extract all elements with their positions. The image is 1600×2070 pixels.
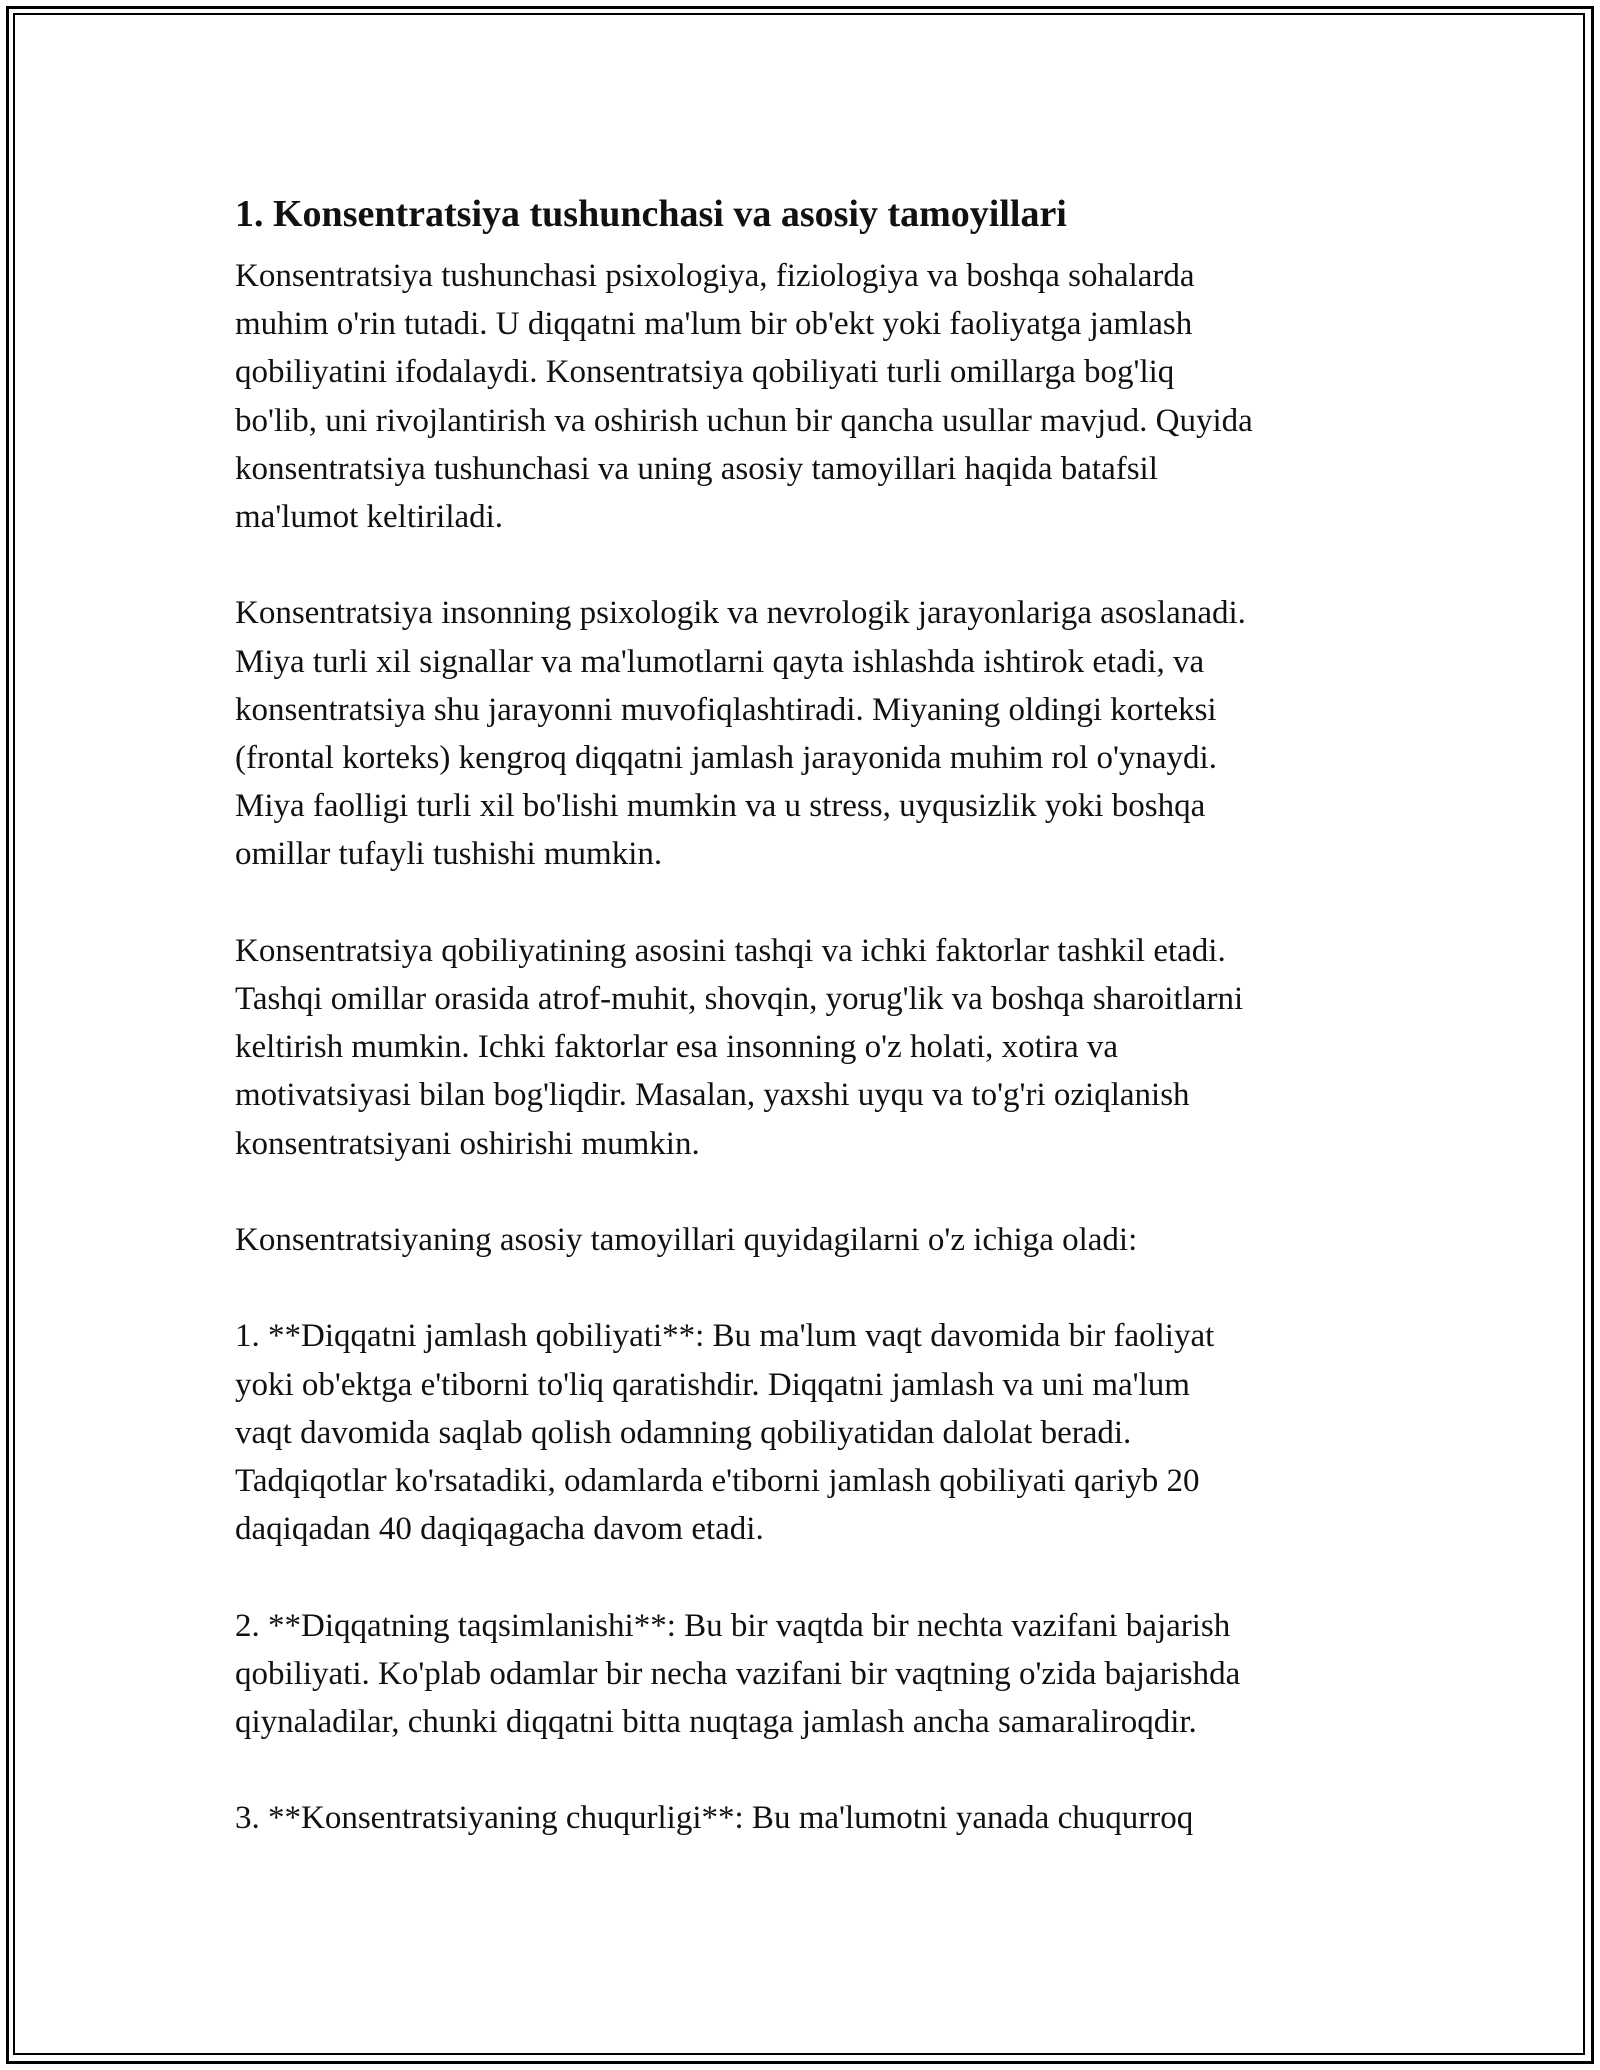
text-line: 1. **Diqqatni jamlash qobiliyati**: Bu ma'lum vaqt davomida bir faoliyat (235, 1318, 1215, 1355)
text-line: Tadqiqotlar ko'rsatadiki, odamlarda e'tiborni jamlash qobiliyati qariyb 20 (235, 1463, 1200, 1500)
text-line: konsentratsiya shu jarayonni muvofiqlashtiradi. Miyaning oldingi korteksi (235, 691, 1217, 728)
text-line: keltirish mumkin. Ichki faktorlar esa insonning o'z holati, xotira va (235, 1029, 1118, 1066)
text-line: muhim o'rin tutadi. U diqqatni ma'lum bir ob'ekt yoki faoliyatga jamlash (235, 306, 1193, 343)
text-line: qiynaladilar, chunki diqqatni bitta nuqtaga jamlash ancha samaraliroqdir. (235, 1704, 1197, 1741)
text-line: Konsentratsiya qobiliyatining asosini tashqi va ichki faktorlar tashkil etadi. (235, 932, 1226, 969)
text-line: bo'lib, uni rivojlantirish va oshirish uchun bir qancha usullar mavjud. Quyida (235, 402, 1253, 439)
paragraph-neurology (235, 589, 1385, 878)
text-line: Miya turli xil signallar va ma'lumotlarni qayta ishlashda ishtirok etadi, va (235, 643, 1205, 680)
list-item-2 (235, 1602, 1385, 1747)
text-line: ma'lumot keltiriladi. (235, 499, 504, 536)
text-line: (frontal korteks) kengroq diqqatni jamlash jarayonida muhim rol o'ynaydi. (235, 740, 1217, 777)
text-line: Tashqi omillar orasida atrof-muhit, shovqin, yorug'lik va boshqa sharoitlarni (235, 981, 1244, 1018)
text-line: vaqt davomida saqlab qolish odamning qobiliyatidan dalolat beradi. (235, 1414, 1132, 1451)
text-line: yoki ob'ektga e'tiborni to'liq qaratishdir. Diqqatni jamlash va uni ma'lum (235, 1366, 1190, 1403)
text-line: 2. **Diqqatning taqsimlanishi**: Bu bir vaqtda bir nechta vazifani bajarish (235, 1607, 1231, 1644)
text-line: 3. **Konsentratsiyaning chuqurligi**: Bu ma'lumotni yanada chuqurroq (235, 1800, 1194, 1837)
text-line: Konsentratsiya tushunchasi psixologiya, fiziologiya va boshqa sohalarda (235, 258, 1195, 294)
text-line: konsentratsiya tushunchasi va uning asosiy tamoyillari haqida batafsil (235, 450, 1158, 487)
section-heading: 1. Konsentratsiya tushunchasi va asosiy tamoyillari (235, 193, 1067, 235)
paragraph-principles-intro (235, 1216, 1385, 1264)
list-item-1 (235, 1312, 1385, 1553)
paragraph-factors (235, 927, 1385, 1168)
document-body (235, 186, 1385, 1891)
text-line: Miya faolligi turli xil bo'lishi mumkin va u stress, uyqusizlik yoki boshqa (235, 788, 1206, 825)
text-line: konsentratsiyani oshirishi mumkin. (235, 1125, 700, 1162)
list-item-3 (235, 1794, 1385, 1842)
text-line: omillar tufayli tushishi mumkin. (235, 836, 663, 873)
text-line: Konsentratsiya insonning psixologik va nevrologik jarayonlariga asoslanadi. (235, 595, 1246, 632)
text-line: Konsentratsiyaning asosiy tamoyillari quyidagilarni o'z ichiga oladi: (235, 1222, 1138, 1259)
paragraph-intro (235, 252, 1385, 541)
text-line: daqiqadan 40 daqiqagacha davom etadi. (235, 1511, 764, 1548)
text-line: qobiliyatini ifodalaydi. Konsentratsiya qobiliyati turli omillarga bog'liq (235, 354, 1175, 391)
text-line: qobiliyati. Ko'plab odamlar bir necha vazifani bir vaqtning o'zida bajarishda (235, 1655, 1241, 1692)
text-line: motivatsiyasi bilan bog'liqdir. Masalan, yaxshi uyqu va to'g'ri oziqlanish (235, 1077, 1190, 1114)
